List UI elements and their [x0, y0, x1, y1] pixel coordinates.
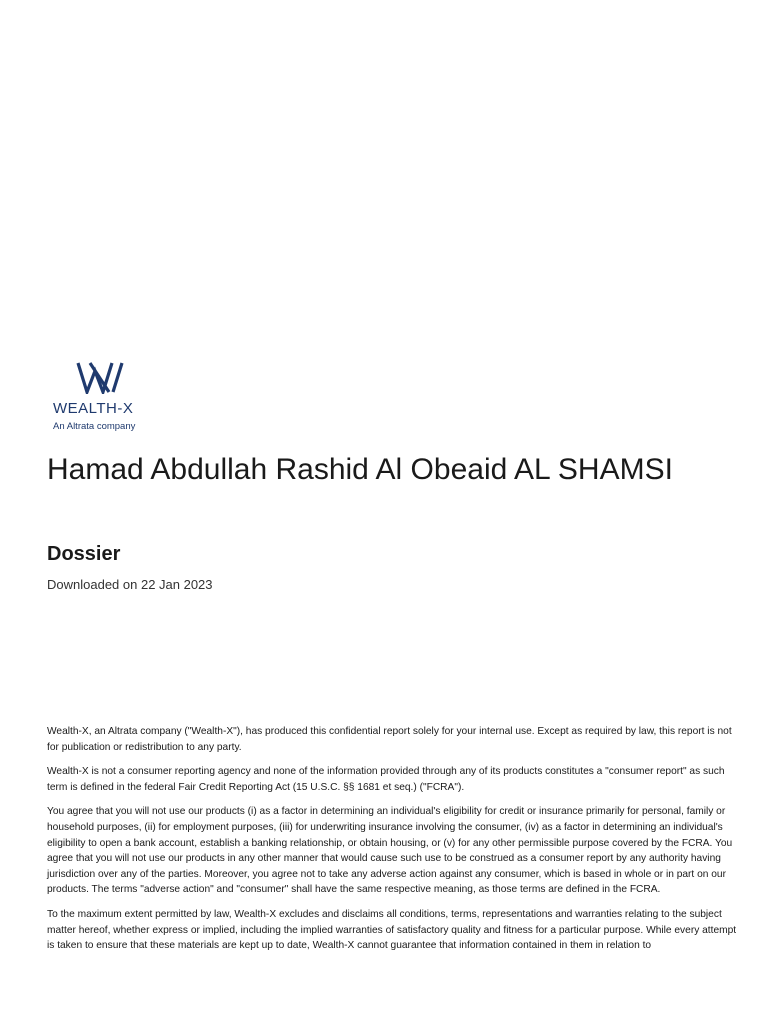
wealth-x-logo: [52, 362, 162, 437]
disclaimer-section: [47, 724, 741, 963]
disclaimer-paragraph: To the maximum extent permitted by law, Wealth-X excludes and disclaims all conditions, terms, representations and warranties relating to the subject matter hereof, whether express or implied, including the implied warranties of satisfactory quality and fitness for a particular purpose. While every attempt is taken to ensure that these materials are kept up to date, Wealth-X cannot guarantee that information contained in them in relation to: [47, 908, 737, 952]
dossier-subtitle: Dossier: [47, 543, 121, 565]
dossier-title: Hamad Abdullah Rashid Al Obeaid AL SHAMSI: [47, 453, 673, 486]
disclaimer-paragraph: Wealth-X, an Altrata company ("Wealth-X"), has produced this confidential report solely for your internal use. Except as required by law, this report is not for publication or redistribution to any party.: [47, 726, 732, 753]
logo-brand-text: WEALTH-X: [53, 400, 134, 417]
download-date: Downloaded on 22 Jan 2023: [47, 577, 213, 592]
wealth-x-logo-mark-icon: [76, 362, 124, 394]
logo-tagline: An Altrata company: [53, 421, 136, 432]
disclaimer-paragraph: You agree that you will not use our products (i) as a factor in determining an individual's eligibility for credit or insurance primarily for personal, family or household purposes, (ii) for employment purposes, (iii) for underwriting insurance involving the consumer, (iv) as a factor in determining an individual's eligibility to open a bank account, establish a banking relationship, or obtain housing, or (v) for any other permissible purpose covered by the FCRA. You agree that you will not use our products in any other manner that would cause such use to be construed as a consumer report by any authority having jurisdiction over any of the parties. Moreover, you agree not to take any adverse action against any consumer, which is based in whole or in part on our products. The terms "adverse action" and "consumer" shall have the same respective meaning, as those terms are defined in the FCRA.: [47, 806, 733, 896]
disclaimer-paragraph: Wealth-X is not a consumer reporting agency and none of the information provided through any of its products constitutes a "consumer report" as such term is defined in the federal Fair Credit Reporting Act (15 U.S.C. §§ 1681 et seq.) ("FCRA").: [47, 766, 725, 793]
